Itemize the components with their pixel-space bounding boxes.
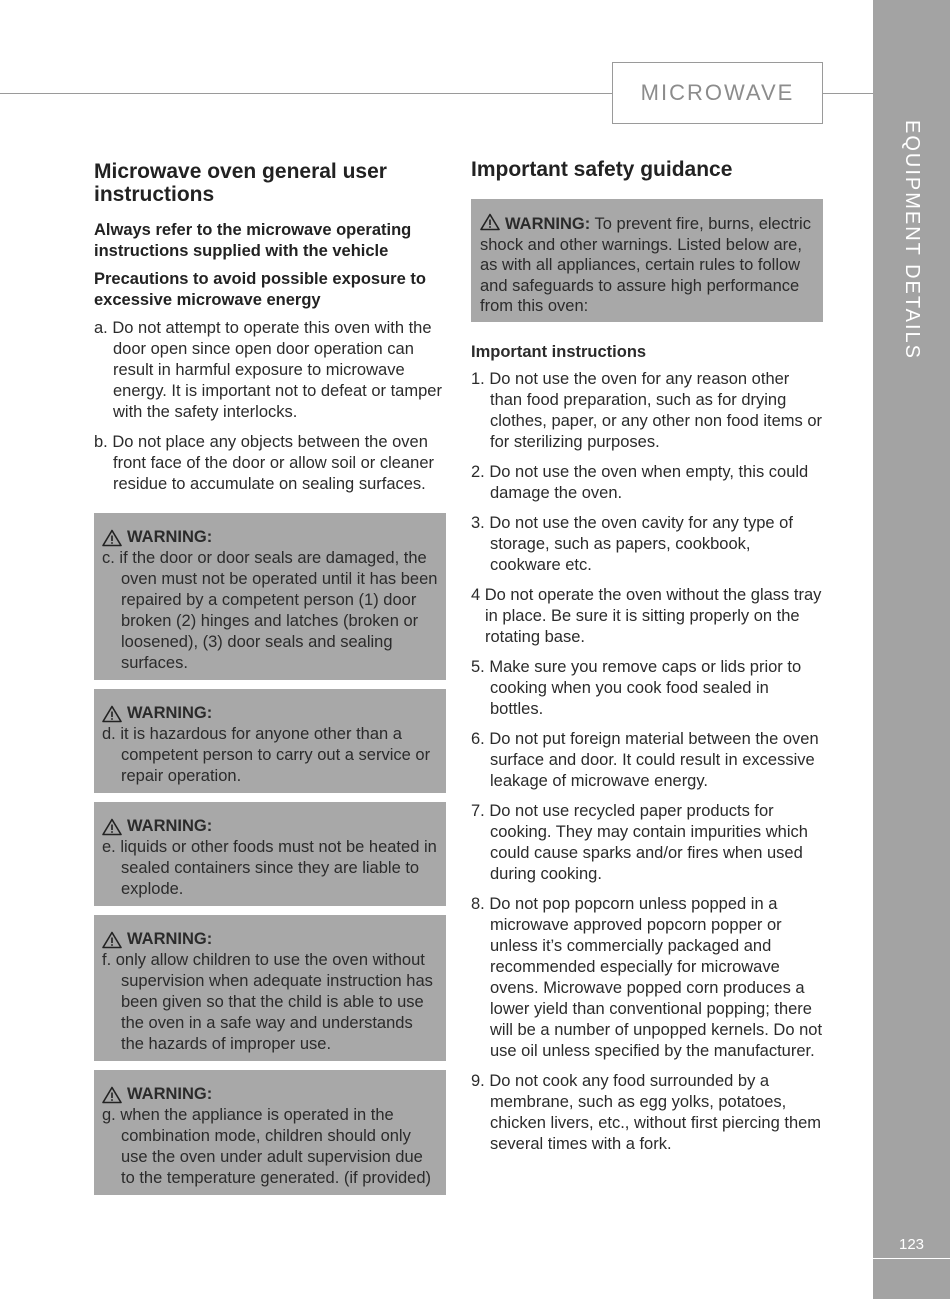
warning-triangle-icon (102, 931, 122, 949)
intro-note: Always refer to the microwave operating instructions supplied with the vehicle (94, 221, 412, 260)
warning-box (94, 1070, 446, 1195)
warning-text: d. it is hazardous for anyone other than a competent person to carry out a service or repair operation. (102, 725, 431, 785)
instruction-item: 3. Do not use the oven cavity for any type of storage, such as papers, cookbook, cookware etc. (471, 513, 793, 574)
instruction-item: 5. Make sure you remove caps or lids prior to cooking when you cook food sealed in bottles. (471, 657, 802, 718)
warning-label: WARNING: (127, 704, 213, 722)
warning-text: c. if the door or door seals are damaged, the oven must not be operated until it has been repaired by a competent person (1) door broken (2) hinges and latches (broken or loosened), (3) door seals and sealing surfaces. (102, 549, 438, 672)
guidance-warning-box (471, 199, 823, 322)
instructions-heading: Important instructions (471, 342, 647, 361)
warning-triangle-icon (480, 213, 500, 231)
instruction-item: 2. Do not use the oven when empty, this could damage the oven. (471, 462, 809, 502)
instruction-item: 1. Do not use the oven for any reason other than food preparation, such as for drying clothes, paper, or any other non food items or for sterilizing purposes. (471, 369, 823, 451)
warning-label: WARNING: (127, 1085, 213, 1103)
warning-label: WARNING: (127, 817, 213, 835)
warning-label: WARNING: (127, 528, 213, 546)
right-column (471, 158, 823, 1164)
precaution-item: a. Do not attempt to operate this oven with the door open since open door operation can result in harmful exposure to microwave energy. It is important not to defeat or tamper with the safety interlocks. (94, 319, 442, 421)
precaution-item: b. Do not place any objects between the oven front face of the door or allow soil or cleaner residue to accumulate on sealing surfaces. (94, 433, 435, 493)
page-number-rule (873, 1258, 950, 1259)
warning-box (94, 689, 446, 793)
left-title: Microwave oven general user instructions (94, 160, 387, 206)
instruction-item: 7. Do not use recycled paper products for cooking. They may contain impurities which could cause sparks and/or fires when used during cooking. (471, 801, 808, 883)
precautions-heading: Precautions to avoid possible exposure to excessive microwave energy (94, 270, 426, 309)
warning-box (94, 513, 446, 680)
warning-text: f. only allow children to use the oven without supervision when adequate instruction has been given so that the child is able to use the oven in a safe way and understands the hazards of improper use. (102, 951, 433, 1053)
warning-label: WARNING: (127, 930, 213, 948)
warning-text: g. when the appliance is operated in the combination mode, children should only use the oven under adult supervision due to the temperature generated. (if provided) (102, 1106, 432, 1187)
instruction-item: 6. Do not put foreign material between the oven surface and door. It could result in excessive leakage of microwave energy. (471, 729, 819, 790)
side-tab-label: EQUIPMENT DETAILS (901, 120, 923, 360)
instruction-item: 9. Do not cook any food surrounded by a membrane, such as egg yolks, potatoes, chicken livers, etc., without first piercing them several times with a fork. (471, 1071, 822, 1153)
left-column (94, 160, 446, 1204)
warning-triangle-icon (102, 529, 122, 547)
section-title: MICROWAVE (612, 62, 823, 124)
side-tab (873, 0, 950, 1299)
warning-triangle-icon (102, 818, 122, 836)
warning-text: e. liquids or other foods must not be heated in sealed containers since they are liable to explode. (102, 838, 437, 898)
warning-box (94, 802, 446, 906)
warning-triangle-icon (102, 1086, 122, 1104)
instruction-item: 4 Do not operate the oven without the glass tray in place. Be sure it is sitting properly on the rotating base. (471, 585, 822, 646)
warning-triangle-icon (102, 705, 122, 723)
guidance-warning-text: To prevent fire, burns, electric shock and other warnings. Listed below are, as with all appliances, certain rules to follow and safeguards to assure high performance from this oven: (480, 215, 811, 315)
instruction-item: 8. Do not pop popcorn unless popped in a microwave approved popcorn popper or unless it’s commercially packaged and recommended especially for microwave ovens. Microwave popped corn produces a lower yield than conventional popping; there will be a number of unpopped kernels. Do not use oil unless specified by the manufacturer. (471, 894, 823, 1060)
right-title: Important safety guidance (471, 158, 733, 181)
guidance-warning-label: WARNING: (505, 215, 591, 233)
warning-box (94, 915, 446, 1061)
page-number: 123 (898, 1236, 925, 1253)
